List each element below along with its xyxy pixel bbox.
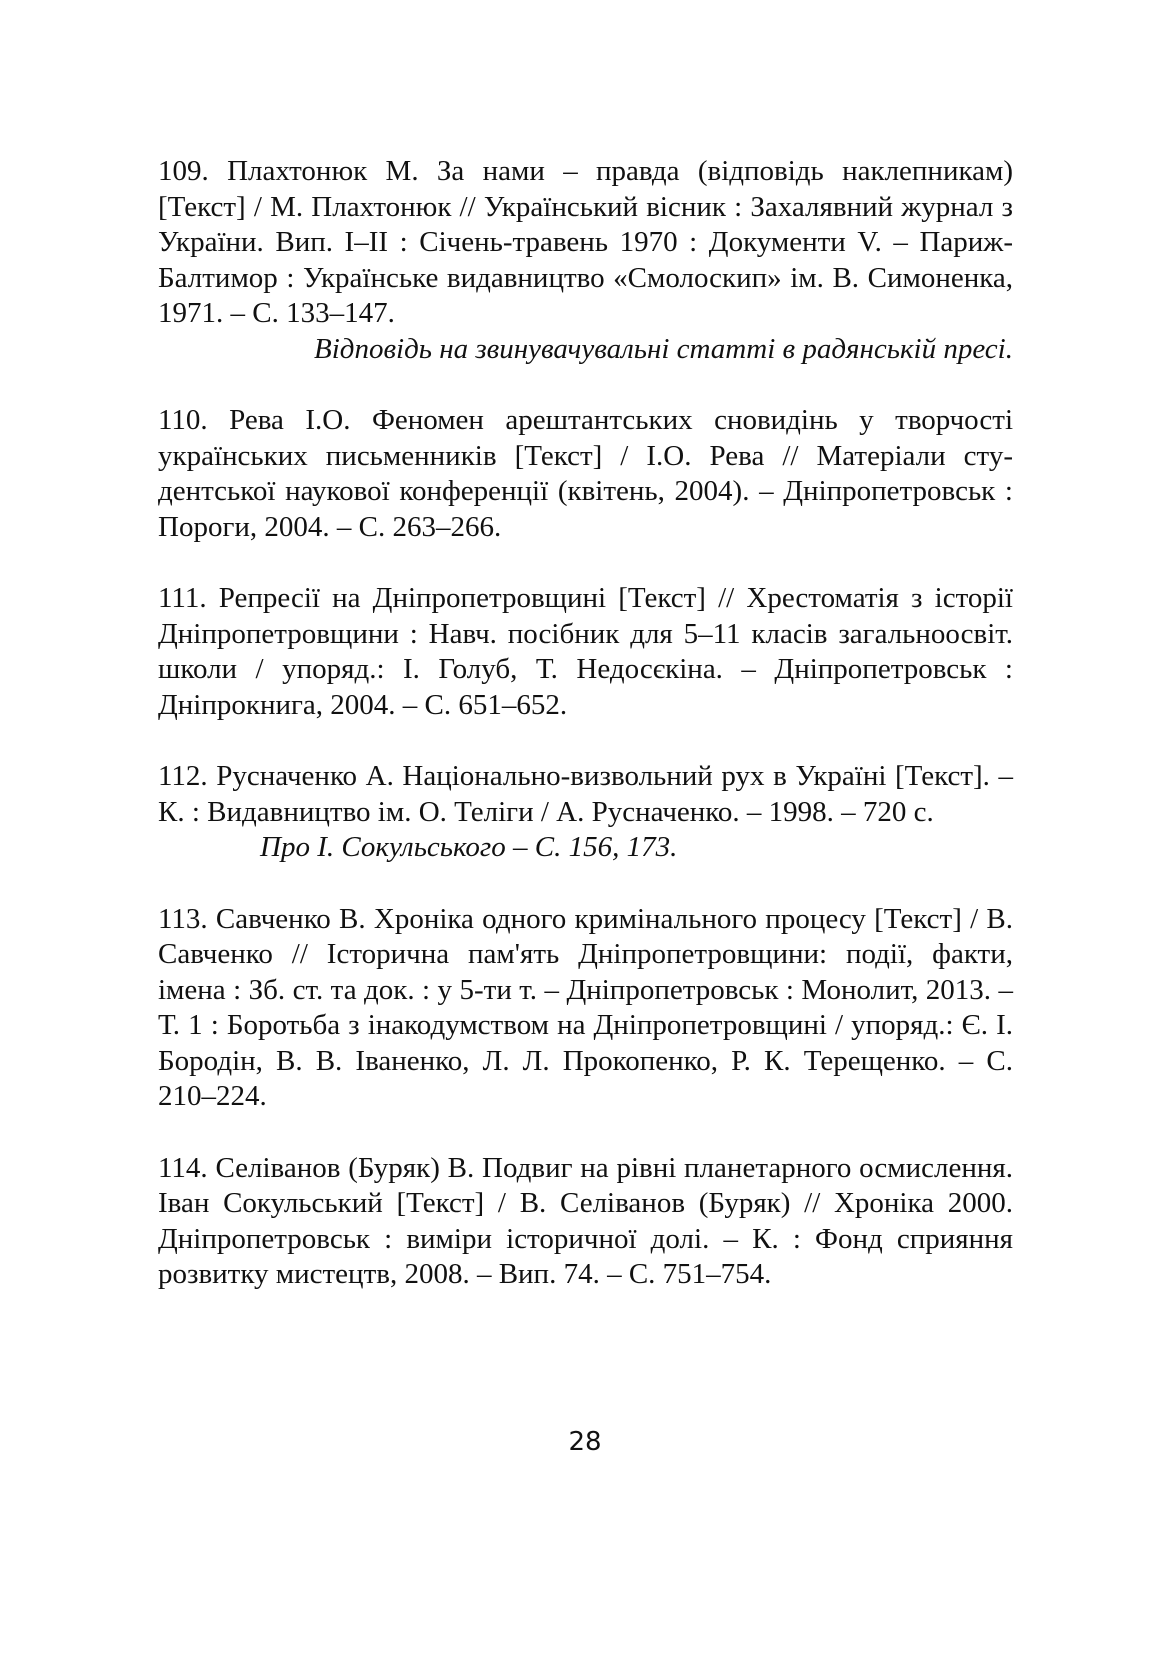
bibliography-entry-112 — [158, 759, 1013, 866]
bibliography-entry-109 — [158, 154, 1013, 367]
entry-text: 113. Савченко В. Хроніка одного кримінального процесу [Текст] / В. Савченко // Історична пам'ять Дніпропетровщини: події, факти, імена : Зб. ст. та док. : у 5-ти т. – Дніпропетровськ : Монолит, 2013. – Т. 1 : Боротьба з інакодумством на Дніпропетровщині / упоряд.: Є. І. Бородін, В. В. Іваненко, Л. Л. Прокопенко, Р. К. Терещенко. – С. 210–224. — [158, 902, 1013, 1112]
page-number: 28 — [568, 1427, 602, 1457]
entry-note: Про І. Сокульського – С. 156, 173. — [260, 831, 678, 863]
bibliography-entry-113 — [158, 902, 1013, 1115]
bibliography-entry-111 — [158, 581, 1013, 723]
entry-text: 114. Селіванов (Буряк) В. Подвиг на рівні планетарного осмислення. Іван Сокульський [Текст] / В. Селіванов (Буряк) // Хроніка 2000. Дніпропетровськ : виміри історичної долі. – К. : Фонд сприяння розвитку мистецтв, 2008. – Вип. 74. – С. 751–754. — [158, 1151, 1013, 1290]
bibliography-entry-114 — [158, 1151, 1013, 1293]
entry-text: 111. Репресії на Дніпропетровщині [Текст] // Хрестоматія з історії Дніпропетровщини : Навч. посібник для 5–11 класів загальноосвіт. школи / упоряд.: І. Голуб, Т. Недосєкіна. – Дніпропетровськ : Дніпрокнига, 2004. – С. 651–652. — [158, 582, 1013, 721]
entry-text: 110. Рева І.О. Феномен арештантських сновидінь у творчості українських письменників [Текст] / І.О. Рева // Матеріали студентської наукової конференції (квітень, 2004). – Дніпропетровськ : Пороги, 2004. – С. 263–266. — [158, 404, 1013, 543]
bibliography-entry-110 — [158, 403, 1013, 545]
entry-text: 112. Русначенко А. Національно-визвольний рух в Україні [Текст]. – К. : Видавництво ім. О. Теліги / А. Русначенко. – 1998. – 720 с. — [158, 760, 1013, 828]
bibliography-list — [158, 154, 1013, 1329]
entry-note: Відповідь на звинувачувальні статті в радянській пресі. — [314, 332, 1013, 365]
entry-text: 109. Плахтонюк М. За нами – правда (відповідь наклепникам) [Текст] / М. Плахтонюк // Український вісник : Захалявний журнал з України. Вип. I–II : Січень-травень 1970 : Документи V. – Париж-Балтимор : Українське видавництво «Смолоскип» ім. В. Симоненка, 1971. – С. 133–147. — [158, 155, 1013, 329]
